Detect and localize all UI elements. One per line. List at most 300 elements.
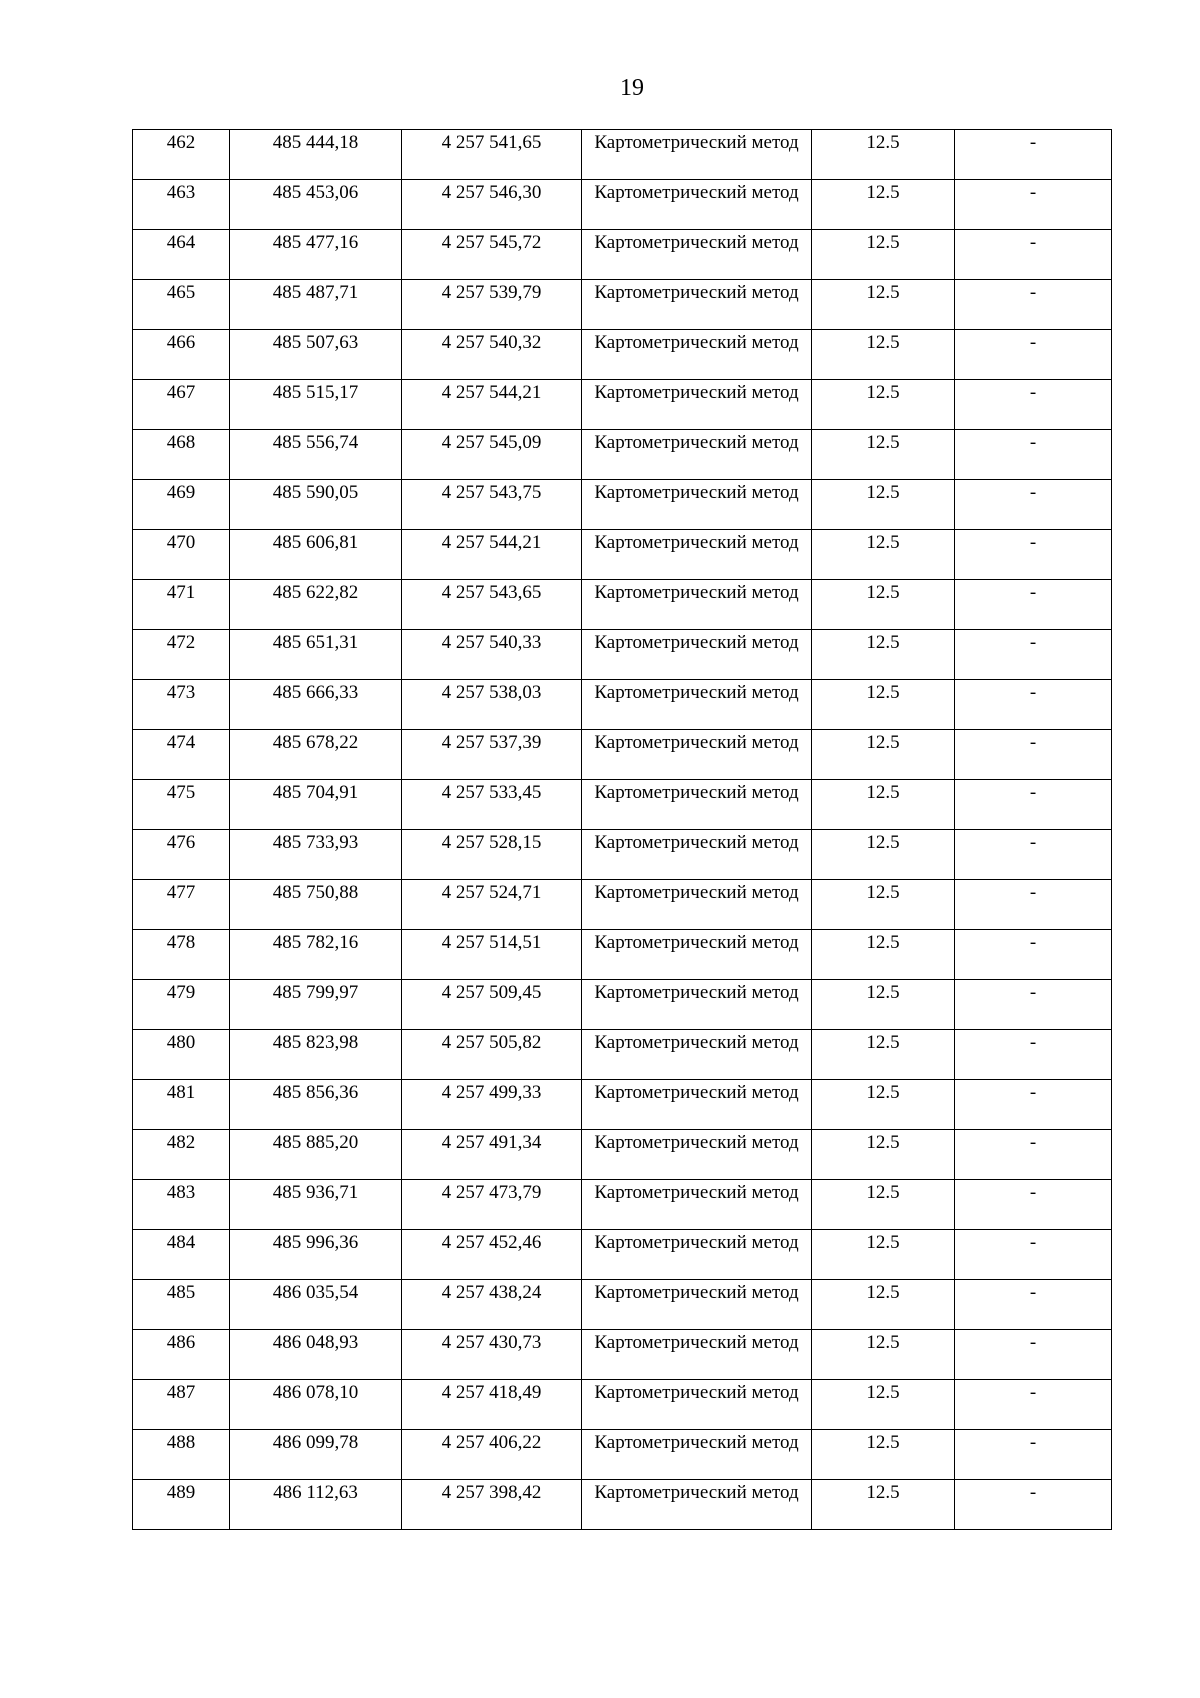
y-coordinate-cell-text: 4 257 543,65 [441, 582, 542, 603]
y-coordinate-cell [402, 930, 582, 980]
description-cell-text: - [1029, 532, 1037, 553]
description-cell [955, 280, 1112, 330]
y-coordinate-cell [402, 330, 582, 380]
table-row [133, 780, 1112, 830]
x-coordinate-cell [230, 1130, 402, 1180]
y-coordinate-cell-text: 4 257 418,49 [441, 1382, 542, 1403]
x-coordinate-cell-text: 485 666,33 [272, 682, 359, 703]
page-number: 19 [620, 75, 644, 101]
point-number-cell-text: 462 [166, 132, 196, 153]
x-coordinate-cell [230, 230, 402, 280]
y-coordinate-cell [402, 1130, 582, 1180]
x-coordinate-cell-text: 485 799,97 [272, 982, 359, 1003]
accuracy-cell-text: 12.5 [866, 1082, 900, 1103]
method-cell [582, 230, 812, 280]
method-cell-text: Картометрический метод [594, 582, 799, 603]
accuracy-cell [812, 1030, 955, 1080]
accuracy-cell-text: 12.5 [866, 1032, 900, 1053]
x-coordinate-cell [230, 580, 402, 630]
method-cell-text: Картометрический метод [594, 382, 799, 403]
point-number-cell-text: 472 [166, 632, 196, 653]
accuracy-cell [812, 1230, 955, 1280]
method-cell-text: Картометрический метод [594, 1032, 799, 1053]
method-cell-text: Картометрический метод [594, 932, 799, 953]
point-number-cell-text: 471 [166, 582, 196, 603]
table-row [133, 980, 1112, 1030]
description-cell-text: - [1029, 432, 1037, 453]
accuracy-cell-text: 12.5 [866, 382, 900, 403]
accuracy-cell [812, 1180, 955, 1230]
y-coordinate-cell-text: 4 257 538,03 [441, 682, 542, 703]
table-row [133, 1130, 1112, 1180]
x-coordinate-cell [230, 480, 402, 530]
x-coordinate-cell [230, 330, 402, 380]
y-coordinate-cell [402, 1330, 582, 1380]
y-coordinate-cell-text: 4 257 491,34 [441, 1132, 542, 1153]
accuracy-cell-text: 12.5 [866, 282, 900, 303]
accuracy-cell-text: 12.5 [866, 682, 900, 703]
accuracy-cell-text: 12.5 [866, 232, 900, 253]
accuracy-cell-text: 12.5 [866, 1282, 900, 1303]
x-coordinate-cell [230, 1280, 402, 1330]
point-number-cell-text: 480 [166, 1032, 196, 1053]
table-row [133, 930, 1112, 980]
accuracy-cell-text: 12.5 [866, 832, 900, 853]
description-cell [955, 330, 1112, 380]
x-coordinate-cell-text: 485 507,63 [272, 332, 359, 353]
method-cell [582, 580, 812, 630]
y-coordinate-cell-text: 4 257 543,75 [441, 482, 542, 503]
point-number-cell-text: 464 [166, 232, 196, 253]
x-coordinate-cell-text: 485 704,91 [272, 782, 359, 803]
point-number-cell [133, 680, 230, 730]
y-coordinate-cell [402, 1180, 582, 1230]
accuracy-cell [812, 1380, 955, 1430]
y-coordinate-cell-text: 4 257 539,79 [441, 282, 542, 303]
y-coordinate-cell [402, 1480, 582, 1530]
accuracy-cell [812, 280, 955, 330]
point-number-cell-text: 465 [166, 282, 196, 303]
y-coordinate-cell [402, 830, 582, 880]
point-number-cell [133, 380, 230, 430]
point-number-cell-text: 482 [166, 1132, 196, 1153]
x-coordinate-cell-text: 485 996,36 [272, 1232, 359, 1253]
point-number-cell [133, 930, 230, 980]
description-cell-text: - [1029, 482, 1037, 503]
description-cell-text: - [1029, 882, 1037, 903]
description-cell [955, 230, 1112, 280]
accuracy-cell-text: 12.5 [866, 1232, 900, 1253]
accuracy-cell [812, 230, 955, 280]
y-coordinate-cell [402, 730, 582, 780]
table-row [133, 1430, 1112, 1480]
y-coordinate-cell-text: 4 257 533,45 [441, 782, 542, 803]
point-number-cell-text: 467 [166, 382, 196, 403]
description-cell-text: - [1029, 1332, 1037, 1353]
point-number-cell [133, 780, 230, 830]
point-number-cell [133, 330, 230, 380]
point-number-cell-text: 468 [166, 432, 196, 453]
accuracy-cell-text: 12.5 [866, 782, 900, 803]
accuracy-cell-text: 12.5 [866, 1432, 900, 1453]
y-coordinate-cell-text: 4 257 398,42 [441, 1482, 542, 1503]
accuracy-cell-text: 12.5 [866, 182, 900, 203]
method-cell [582, 1380, 812, 1430]
method-cell-text: Картометрический метод [594, 1282, 799, 1303]
accuracy-cell [812, 830, 955, 880]
description-cell-text: - [1029, 982, 1037, 1003]
point-number-cell [133, 1030, 230, 1080]
method-cell-text: Картометрический метод [594, 282, 799, 303]
description-cell [955, 930, 1112, 980]
description-cell [955, 580, 1112, 630]
accuracy-cell [812, 1330, 955, 1380]
y-coordinate-cell-text: 4 257 430,73 [441, 1332, 542, 1353]
table-row [133, 1030, 1112, 1080]
accuracy-cell [812, 530, 955, 580]
x-coordinate-cell [230, 680, 402, 730]
method-cell [582, 1080, 812, 1130]
method-cell [582, 480, 812, 530]
method-cell [582, 1480, 812, 1530]
y-coordinate-cell-text: 4 257 540,33 [441, 632, 542, 653]
accuracy-cell-text: 12.5 [866, 632, 900, 653]
point-number-cell-text: 484 [166, 1232, 196, 1253]
accuracy-cell [812, 730, 955, 780]
point-number-cell-text: 486 [166, 1332, 196, 1353]
point-number-cell [133, 180, 230, 230]
description-cell-text: - [1029, 632, 1037, 653]
table-row [133, 580, 1112, 630]
x-coordinate-cell [230, 130, 402, 180]
x-coordinate-cell-text: 486 035,54 [272, 1282, 359, 1303]
table-row [133, 180, 1112, 230]
description-cell-text: - [1029, 382, 1037, 403]
method-cell-text: Картометрический метод [594, 482, 799, 503]
method-cell [582, 830, 812, 880]
description-cell [955, 530, 1112, 580]
x-coordinate-cell-text: 486 078,10 [272, 1382, 359, 1403]
y-coordinate-cell [402, 130, 582, 180]
y-coordinate-cell-text: 4 257 406,22 [441, 1432, 542, 1453]
point-number-cell [133, 1330, 230, 1380]
point-number-cell [133, 1130, 230, 1180]
x-coordinate-cell-text: 486 099,78 [272, 1432, 359, 1453]
y-coordinate-cell [402, 230, 582, 280]
method-cell [582, 180, 812, 230]
y-coordinate-cell-text: 4 257 546,30 [441, 182, 542, 203]
description-cell-text: - [1029, 1132, 1037, 1153]
point-number-cell [133, 530, 230, 580]
y-coordinate-cell-text: 4 257 544,21 [441, 382, 542, 403]
table-row [133, 830, 1112, 880]
method-cell-text: Картометрический метод [594, 332, 799, 353]
accuracy-cell [812, 130, 955, 180]
method-cell-text: Картометрический метод [594, 1332, 799, 1353]
point-number-cell [133, 1080, 230, 1130]
description-cell-text: - [1029, 282, 1037, 303]
accuracy-cell [812, 1430, 955, 1480]
description-cell [955, 680, 1112, 730]
y-coordinate-cell [402, 680, 582, 730]
description-cell [955, 780, 1112, 830]
description-cell-text: - [1029, 832, 1037, 853]
x-coordinate-cell-text: 486 112,63 [273, 1482, 358, 1503]
method-cell-text: Картометрический метод [594, 982, 799, 1003]
coordinates-table-body [133, 130, 1112, 1530]
method-cell-text: Картометрический метод [594, 1232, 799, 1253]
method-cell-text: Картометрический метод [594, 1432, 799, 1453]
table-row [133, 430, 1112, 480]
table-row [133, 380, 1112, 430]
accuracy-cell-text: 12.5 [866, 732, 900, 753]
method-cell [582, 730, 812, 780]
accuracy-cell [812, 380, 955, 430]
table-row [133, 730, 1112, 780]
method-cell [582, 1280, 812, 1330]
description-cell-text: - [1029, 682, 1037, 703]
table-row [133, 1180, 1112, 1230]
x-coordinate-cell [230, 880, 402, 930]
point-number-cell-text: 470 [166, 532, 196, 553]
method-cell [582, 530, 812, 580]
y-coordinate-cell-text: 4 257 509,45 [441, 982, 542, 1003]
point-number-cell [133, 880, 230, 930]
method-cell [582, 1430, 812, 1480]
description-cell [955, 1180, 1112, 1230]
x-coordinate-cell-text: 485 733,93 [272, 832, 359, 853]
point-number-cell-text: 473 [166, 682, 196, 703]
accuracy-cell [812, 680, 955, 730]
x-coordinate-cell-text: 485 750,88 [272, 882, 359, 903]
accuracy-cell-text: 12.5 [866, 432, 900, 453]
method-cell-text: Картометрический метод [594, 882, 799, 903]
x-coordinate-cell-text: 485 936,71 [272, 1182, 359, 1203]
x-coordinate-cell [230, 780, 402, 830]
x-coordinate-cell-text: 485 856,36 [272, 1082, 359, 1103]
point-number-cell [133, 580, 230, 630]
x-coordinate-cell-text: 485 885,20 [272, 1132, 359, 1153]
coordinates-table [132, 129, 1112, 1530]
method-cell [582, 1230, 812, 1280]
description-cell [955, 1080, 1112, 1130]
method-cell [582, 1330, 812, 1380]
y-coordinate-cell-text: 4 257 540,32 [441, 332, 542, 353]
description-cell-text: - [1029, 732, 1037, 753]
description-cell [955, 1480, 1112, 1530]
x-coordinate-cell-text: 485 515,17 [272, 382, 359, 403]
point-number-cell-text: 469 [166, 482, 196, 503]
accuracy-cell-text: 12.5 [866, 582, 900, 603]
table-row [133, 230, 1112, 280]
method-cell [582, 1130, 812, 1180]
y-coordinate-cell-text: 4 257 544,21 [441, 532, 542, 553]
point-number-cell-text: 477 [166, 882, 196, 903]
description-cell-text: - [1029, 1432, 1037, 1453]
table-row [133, 1380, 1112, 1430]
y-coordinate-cell [402, 980, 582, 1030]
method-cell-text: Картометрический метод [594, 1482, 799, 1503]
method-cell-text: Картометрический метод [594, 1382, 799, 1403]
accuracy-cell-text: 12.5 [866, 1482, 900, 1503]
y-coordinate-cell [402, 580, 582, 630]
x-coordinate-cell-text: 486 048,93 [272, 1332, 359, 1353]
accuracy-cell-text: 12.5 [866, 482, 900, 503]
x-coordinate-cell-text: 485 477,16 [272, 232, 359, 253]
x-coordinate-cell [230, 830, 402, 880]
y-coordinate-cell [402, 530, 582, 580]
point-number-cell [133, 430, 230, 480]
method-cell-text: Картометрический метод [594, 232, 799, 253]
table-row [133, 280, 1112, 330]
description-cell [955, 180, 1112, 230]
table-row [133, 330, 1112, 380]
description-cell [955, 480, 1112, 530]
description-cell [955, 880, 1112, 930]
method-cell [582, 680, 812, 730]
x-coordinate-cell-text: 485 651,31 [272, 632, 359, 653]
y-coordinate-cell [402, 880, 582, 930]
point-number-cell-text: 478 [166, 932, 196, 953]
method-cell-text: Картометрический метод [594, 1082, 799, 1103]
accuracy-cell [812, 1080, 955, 1130]
method-cell-text: Картометрический метод [594, 1132, 799, 1153]
y-coordinate-cell-text: 4 257 514,51 [441, 932, 542, 953]
x-coordinate-cell [230, 1430, 402, 1480]
point-number-cell-text: 463 [166, 182, 196, 203]
point-number-cell [133, 830, 230, 880]
method-cell-text: Картометрический метод [594, 732, 799, 753]
x-coordinate-cell-text: 485 453,06 [272, 182, 359, 203]
method-cell [582, 380, 812, 430]
y-coordinate-cell [402, 280, 582, 330]
accuracy-cell-text: 12.5 [866, 932, 900, 953]
table-row [133, 530, 1112, 580]
accuracy-cell [812, 180, 955, 230]
method-cell [582, 880, 812, 930]
y-coordinate-cell [402, 1430, 582, 1480]
x-coordinate-cell [230, 1180, 402, 1230]
y-coordinate-cell [402, 180, 582, 230]
x-coordinate-cell [230, 380, 402, 430]
x-coordinate-cell-text: 485 556,74 [272, 432, 359, 453]
x-coordinate-cell [230, 1080, 402, 1130]
table-row [133, 480, 1112, 530]
description-cell [955, 730, 1112, 780]
method-cell-text: Картометрический метод [594, 532, 799, 553]
x-coordinate-cell-text: 485 823,98 [272, 1032, 359, 1053]
x-coordinate-cell-text: 485 678,22 [272, 732, 359, 753]
table-row [133, 1330, 1112, 1380]
method-cell [582, 780, 812, 830]
accuracy-cell [812, 630, 955, 680]
method-cell-text: Картометрический метод [594, 632, 799, 653]
method-cell [582, 130, 812, 180]
x-coordinate-cell [230, 980, 402, 1030]
method-cell-text: Картометрический метод [594, 132, 799, 153]
method-cell-text: Картометрический метод [594, 1182, 799, 1203]
x-coordinate-cell-text: 485 590,05 [272, 482, 359, 503]
table-row [133, 880, 1112, 930]
accuracy-cell-text: 12.5 [866, 882, 900, 903]
accuracy-cell-text: 12.5 [866, 982, 900, 1003]
y-coordinate-cell-text: 4 257 499,33 [441, 1082, 542, 1103]
accuracy-cell-text: 12.5 [866, 1382, 900, 1403]
description-cell [955, 130, 1112, 180]
accuracy-cell [812, 980, 955, 1030]
y-coordinate-cell-text: 4 257 452,46 [441, 1232, 542, 1253]
y-coordinate-cell-text: 4 257 545,09 [441, 432, 542, 453]
point-number-cell [133, 1480, 230, 1530]
point-number-cell [133, 230, 230, 280]
x-coordinate-cell-text: 485 606,81 [272, 532, 359, 553]
x-coordinate-cell-text: 485 487,71 [272, 282, 359, 303]
table-row [133, 1080, 1112, 1130]
x-coordinate-cell [230, 280, 402, 330]
accuracy-cell [812, 330, 955, 380]
x-coordinate-cell [230, 630, 402, 680]
description-cell-text: - [1029, 132, 1037, 153]
point-number-cell [133, 280, 230, 330]
y-coordinate-cell-text: 4 257 528,15 [441, 832, 542, 853]
point-number-cell [133, 480, 230, 530]
method-cell-text: Картометрический метод [594, 432, 799, 453]
y-coordinate-cell [402, 630, 582, 680]
accuracy-cell [812, 780, 955, 830]
description-cell-text: - [1029, 932, 1037, 953]
description-cell [955, 1280, 1112, 1330]
x-coordinate-cell-text: 485 622,82 [272, 582, 359, 603]
accuracy-cell [812, 880, 955, 930]
description-cell-text: - [1029, 1032, 1037, 1053]
x-coordinate-cell [230, 1380, 402, 1430]
method-cell [582, 630, 812, 680]
y-coordinate-cell [402, 1280, 582, 1330]
point-number-cell-text: 475 [166, 782, 196, 803]
x-coordinate-cell-text: 485 444,18 [272, 132, 359, 153]
description-cell [955, 630, 1112, 680]
description-cell [955, 1330, 1112, 1380]
accuracy-cell-text: 12.5 [866, 1182, 900, 1203]
accuracy-cell [812, 1280, 955, 1330]
point-number-cell [133, 1280, 230, 1330]
description-cell [955, 1230, 1112, 1280]
description-cell [955, 430, 1112, 480]
accuracy-cell-text: 12.5 [866, 1332, 900, 1353]
accuracy-cell [812, 1480, 955, 1530]
method-cell [582, 980, 812, 1030]
point-number-cell-text: 488 [166, 1432, 196, 1453]
point-number-cell-text: 479 [166, 982, 196, 1003]
table-row [133, 1480, 1112, 1530]
description-cell-text: - [1029, 1082, 1037, 1103]
accuracy-cell [812, 1130, 955, 1180]
description-cell-text: - [1029, 1182, 1037, 1203]
description-cell-text: - [1029, 232, 1037, 253]
method-cell [582, 1180, 812, 1230]
description-cell-text: - [1029, 182, 1037, 203]
point-number-cell [133, 730, 230, 780]
method-cell [582, 280, 812, 330]
accuracy-cell-text: 12.5 [866, 1132, 900, 1153]
method-cell-text: Картометрический метод [594, 832, 799, 853]
description-cell-text: - [1029, 1282, 1037, 1303]
x-coordinate-cell-text: 485 782,16 [272, 932, 359, 953]
description-cell [955, 1380, 1112, 1430]
y-coordinate-cell-text: 4 257 438,24 [441, 1282, 542, 1303]
method-cell-text: Картометрический метод [594, 782, 799, 803]
table-row [133, 1230, 1112, 1280]
